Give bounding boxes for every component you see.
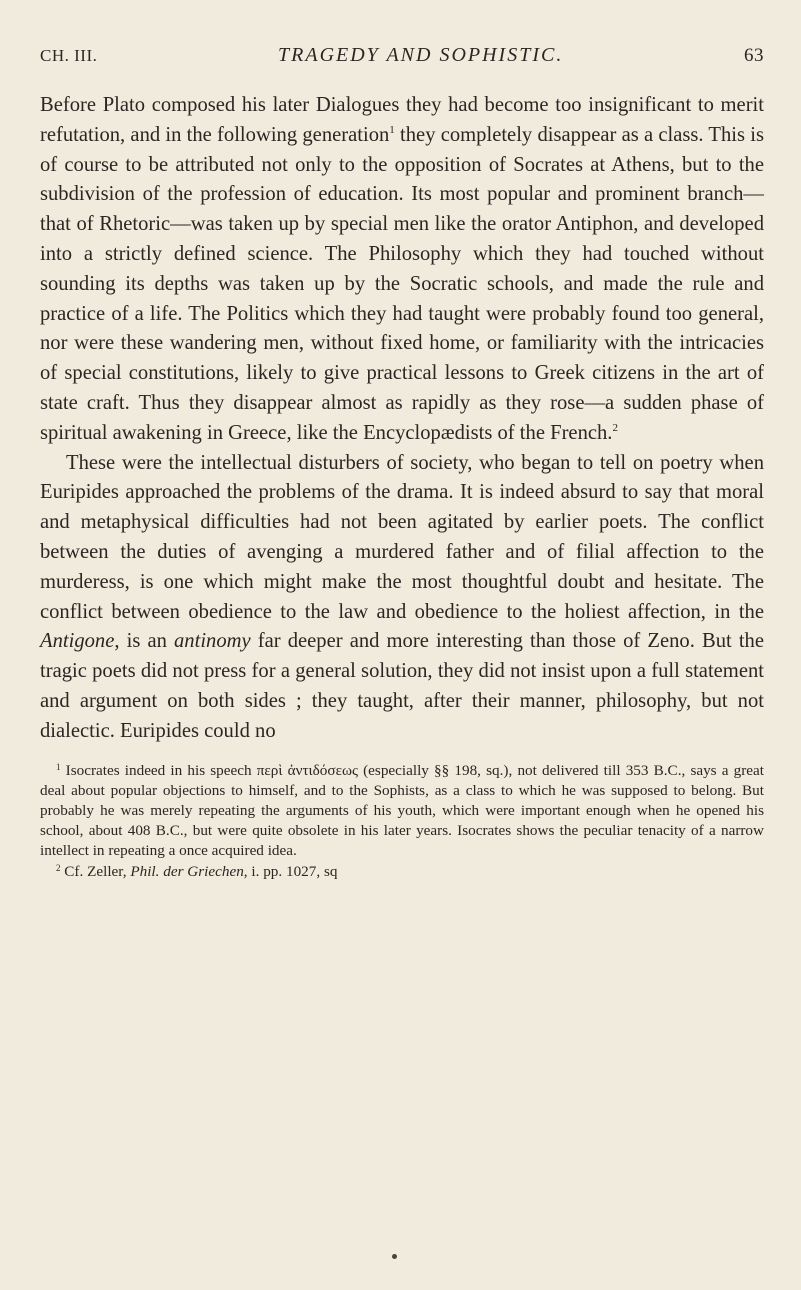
text-run: These were the intellectual disturbers of society, who began to tell on poetry when Euripides approached the problems of the drama. It is indeed absurd to say that moral and metaphysical difficulties had not been agitated by earlier poets. The conflict between the duties of avenging a murdered father and of filial affection to the murderess, is one which might make the most thoughtful doubt and hesitate. The conflict between obedience to the law and obedience to the holiest affection, in the <box>40 451 764 623</box>
footnote-mark: 2 <box>56 862 61 873</box>
text-run: Cf. Zeller, <box>60 862 131 880</box>
book-page <box>40 44 764 882</box>
chapter-label: CH. III. <box>40 46 98 65</box>
footnotes <box>40 761 764 882</box>
ink-spot <box>392 1254 397 1259</box>
italic-term: antinomy <box>174 630 251 653</box>
text-run: Before Plato composed his later Dialogues they had become too insignificant to merit refutation, and in the following generation <box>40 94 764 146</box>
footnote-mark: 1 <box>56 761 61 772</box>
italic-title: Phil. der Griechen <box>130 862 244 880</box>
main-text <box>40 91 764 747</box>
running-header <box>40 44 764 67</box>
greek-title: περὶ ἀντιδόσεως <box>256 761 358 779</box>
footnote <box>40 862 764 882</box>
text-run: , i. pp. 1027, sq <box>243 862 338 880</box>
text-run: , is an <box>114 630 174 653</box>
text-run: they completely disappear as a class. This is of course to be attributed not only to the opposition of Socrates at Athens, but to the subdivision of the profession of education. Its most popular and prominent branch—that of Rhetoric—was taken up by special men like the orator Antiphon, and developed into a strictly defined science. The Philosophy which they had touched without sounding its depths was taken up by the Socratic schools, and made the rule and practice of a life. The Politics which they had taught were probably found too general, nor were these wandering men, without fixed home, or familiarity with the intricacies of special constitutions, likely to give practical lessons to Greek citizens in the art of state craft. Thus they disappear almost as rapidly as they rose—a sudden phase of spiritual awakening in Greece, like the Encyclopædists of the French. <box>40 123 764 444</box>
italic-title: Antigone <box>40 630 115 653</box>
text-run: Isocrates indeed in his speech <box>60 761 257 779</box>
footnote-ref: 2 <box>612 421 618 434</box>
paragraph <box>40 449 764 747</box>
running-title: TRAGEDY AND SOPHISTIC. <box>278 44 564 66</box>
footnote-ref: 1 <box>389 123 395 136</box>
text-run: far deeper and more interesting than those of Zeno. But the tragic poets did not press for a general solution, they did not insist upon a full statement and argument on both sides ; they taught, after their manner, philosophy, but not dialectic. Euripides could no <box>40 630 764 742</box>
paragraph <box>40 91 764 449</box>
page-number: 63 <box>743 45 764 66</box>
text-run: (especially §§ 198, sq.), not delivered till 353 B.C., says a great deal about popular objections to himself, and to the Sophists, as a class to which he was supposed to belong. But probably he was merely repeating the arguments of his youth, which were important enough when he opened his school, about 408 B.C., but were quite obsolete in his later years. Isocrates shows the peculiar tenacity of a narrow intellect in repeating a once acquired idea. <box>40 761 764 860</box>
footnote <box>40 761 764 862</box>
